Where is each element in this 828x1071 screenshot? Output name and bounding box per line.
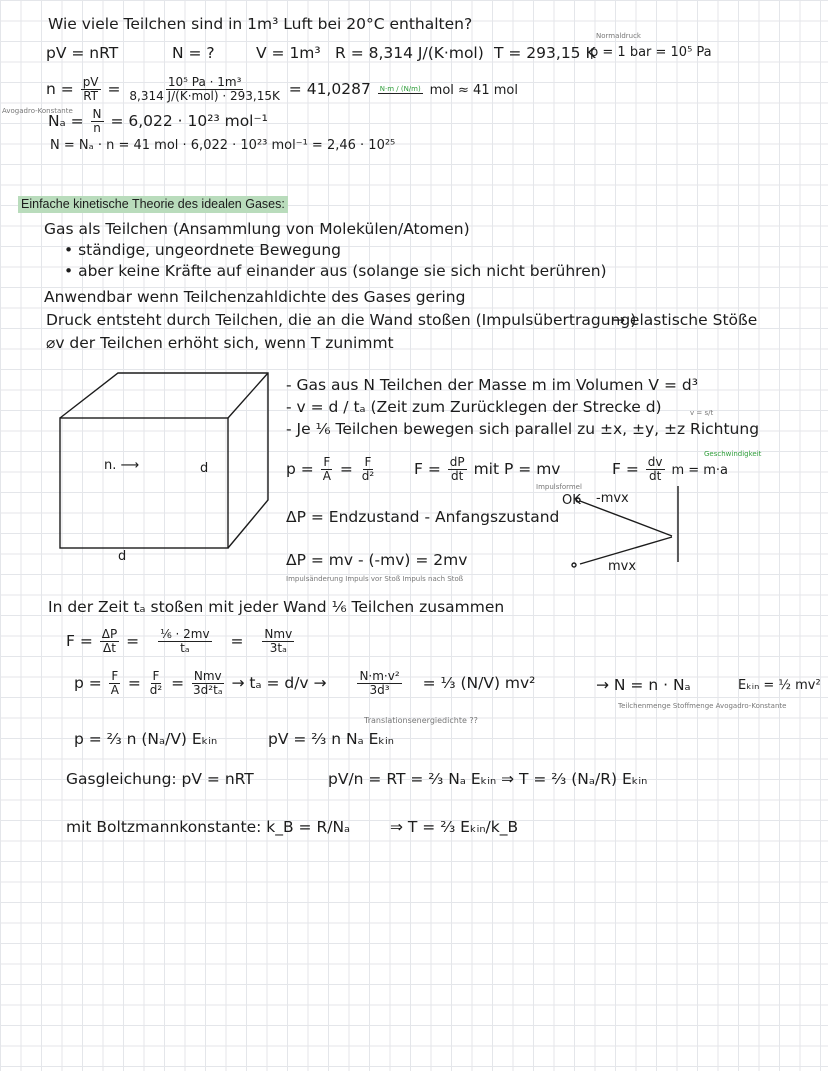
calc-num: 10⁵ Pa · 1m³ [167, 75, 242, 89]
derive-collide: In der Zeit tₐ stoßen mit jeder Wand ⅙ Teilchen zusammen [48, 598, 505, 616]
calc-volume: V = 1m³ [256, 44, 321, 62]
kin-force-row: F = $\frac{dP}{dt}$ mit P = mv [414, 455, 561, 483]
cube-back-edges [60, 373, 268, 548]
kin-force-acc: F = $\frac{dv}{dt}$ m = m·a [612, 455, 729, 483]
calc-mol-round: mol ≈ 41 mol [429, 83, 518, 98]
calc-question: Wie viele Teilchen sind in 1m³ Luft bei 20°C enthalten? [48, 15, 473, 33]
calc-n-unknown: N = ? [172, 44, 215, 62]
kin-line-2: - v = d / tₐ (Zeit zum Zurücklegen der Strecke d) [286, 398, 662, 416]
derive-relation: → N = n · Nₐ [596, 676, 691, 694]
kin-mvx-top: -mvx [596, 491, 629, 506]
kin-mvx-bottom: mvx [608, 559, 637, 574]
derive-boltzmann-result: ⇒ T = ⅔ Eₖᵢₙ/k_B [390, 818, 519, 836]
section-line-applicable: Anwendbar wenn Teilchenzahldichte des Gases gering [44, 288, 466, 306]
kin-impuls-note: Impulsformel [536, 483, 582, 491]
kin-delta-note: Impulsänderung Impuls vor Stoß Impuls nach Stoß [286, 575, 464, 583]
calc-pressure: p = 1 bar = 10⁵ Pa [590, 45, 712, 60]
calc-eq: = [107, 80, 121, 98]
calc-avogadro-note: Avogadro-Konstante [2, 107, 73, 115]
calc-pv-num: pV [82, 75, 99, 89]
cube-sketch [60, 373, 268, 548]
calc-pressure-note: Normaldruck [596, 32, 641, 40]
calc-n-result: = 41,0287 [288, 80, 371, 98]
section-line-velocity: ⌀v der Teilchen erhöht sich, wenn T zunimmt [46, 334, 394, 352]
derive-gas-eq2: pV/n = RT = ⅔ Nₐ Eₖᵢₙ ⇒ T = ⅔ (Nₐ/R) Eₖᵢₙ [328, 770, 648, 788]
derive-p3b: pV = ⅔ n Nₐ Eₖᵢₙ [268, 730, 394, 748]
kin-line-3: - Je ⅙ Teilchen bewegen sich parallel zu ±x, ±y, ±z Richtung [286, 420, 760, 438]
bullet-dot-icon: • [64, 241, 79, 259]
calc-n-total: N = Nₐ · n = 41 mol · 6,022 · 10²³ mol⁻¹ = 2,46 · 10²⁵ [50, 138, 396, 153]
kin-line-1: - Gas aus N Teilchen der Masse m im Volumen V = d³ [286, 376, 698, 394]
calc-na-lhs: Nₐ = [48, 112, 84, 130]
derive-trans-note: Translationsenergiedichte ?? [364, 716, 478, 725]
cube-arrow-label: n. ⟶ [104, 458, 140, 473]
cube-side-bottom: d [118, 549, 127, 564]
derive-gas-eq: Gasgleichung: pV = nRT [66, 770, 254, 788]
derive-boltzmann: mit Boltzmannkonstante: k_B = R/Nₐ [66, 818, 351, 836]
calc-na-den: n [93, 121, 101, 135]
derive-p3: p = ⅔ n (Nₐ/V) Eₖᵢₙ [74, 730, 218, 748]
cube-front-face [60, 418, 228, 548]
bullet-dot-icon: • [64, 262, 79, 280]
derive-force-row: F = $\frac{\Delta P}{\Delta t}$ = $\frac{\text{⅙ · 2mv}}{\text{tₐ}}$ = $\frac{\text{Nmv}}{\text{3tₐ}}$ [66, 627, 293, 655]
calc-n-lhs: n = [46, 80, 74, 98]
kin-pressure-row: p = $\frac{F}{A}$ = $\frac{F}{\text{d²}}$ [286, 455, 375, 483]
calc-pv-den: RT [83, 89, 98, 103]
point-bottom [572, 563, 576, 567]
calc-pv-equation: pV = nRT [46, 44, 119, 62]
calc-n-unit: N·m / (N/m) [379, 85, 421, 93]
calc-na-num: N [92, 107, 102, 121]
section-line-elastic: → elastische Stöße [612, 311, 758, 329]
calc-gas-constant: R = 8,314 J/(K·mol) [335, 44, 484, 62]
section-line-gas: Gas als Teilchen (Ansammlung von Molekülen/Atomen) [44, 220, 470, 238]
kin-delta-def: ΔP = Endzustand - Anfangszustand [286, 508, 560, 526]
section-bullet-1: • ständige, ungeordnete Bewegung [64, 241, 341, 259]
calc-den: 8,314 J/(K·mol) · 293,15K [129, 89, 280, 103]
arrow-right-icon: ⟶ [120, 458, 140, 473]
derive-relation-note: Teilchenmenge Stoffmenge Avogadro-Konstante [618, 702, 787, 710]
section-bullet-2: • aber keine Kräfte auf einander aus (solange sie sich nicht berühren) [64, 262, 607, 280]
calc-temperature: T = 293,15 K [494, 44, 596, 62]
calc-na-value: = 6,022 · 10²³ mol⁻¹ [110, 112, 268, 130]
derive-pressure-row: p = $\frac{F}{A}$ = $\frac{F}{\text{d²}}$ = $\frac{\text{Nmv}}{\text{3d²tₐ}}$ → tₐ = d/v → $\frac{\text{N·m·v²}}{\text{3d³}}$ = ⅓ (N/V) mv² [74, 669, 536, 697]
section-line-pressure: Druck entsteht durch Teilchen, die an die Wand stoßen (Impulsübertragung) [46, 311, 637, 329]
kin-ok: OK [562, 493, 581, 508]
cube-side-right: d [200, 461, 209, 476]
cube-top-right-edge [228, 373, 268, 418]
kin-delta-p: ΔP = mv - (-mv) = 2mv [286, 551, 468, 569]
derive-ekin-def: Eₖᵢₙ = ½ mv² [738, 678, 821, 693]
kin-line-2-note: v = s/t [690, 409, 714, 417]
section-heading: Einfache kinetische Theorie des idealen Gases: [18, 196, 288, 213]
kin-line-3-note: Geschwindigkeit [704, 450, 762, 458]
